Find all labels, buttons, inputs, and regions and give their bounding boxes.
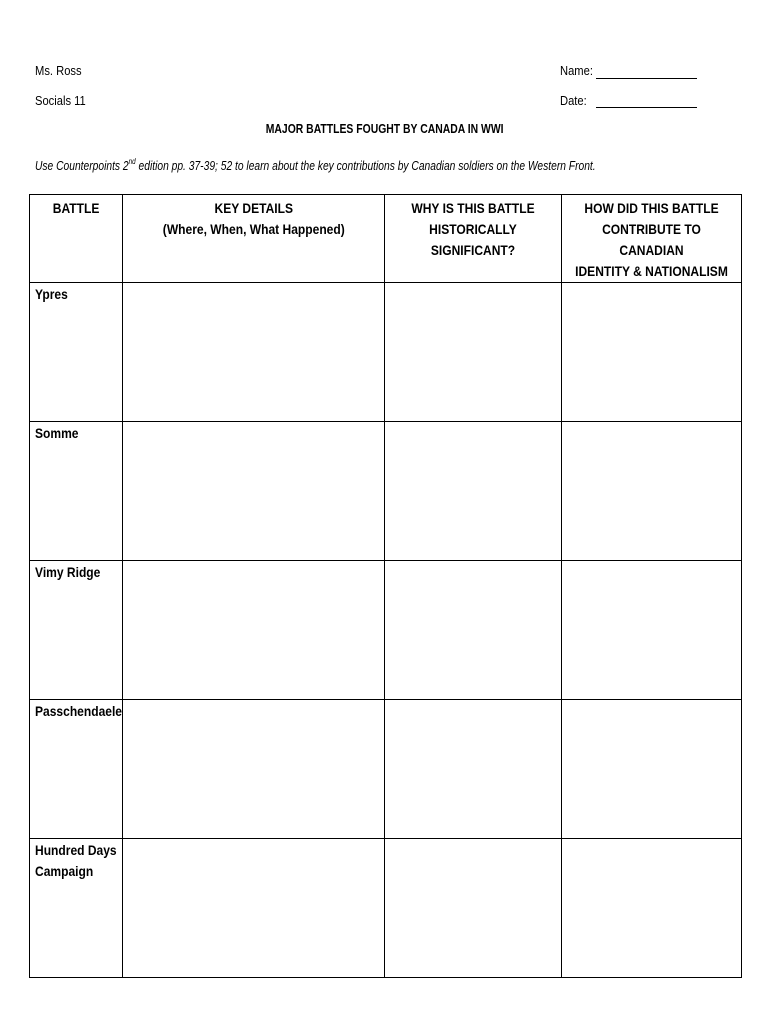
battle-name-cell	[30, 283, 123, 422]
battle-name: Somme	[35, 425, 79, 441]
instructions-superscript: nd	[128, 157, 136, 166]
significance-cell[interactable]	[385, 283, 562, 422]
identity-cell[interactable]	[562, 283, 742, 422]
column-header-line: HISTORICALLY SIGNIFICANT?	[429, 221, 517, 258]
column-header-battle	[30, 195, 123, 283]
battle-name-cell	[30, 422, 123, 561]
column-header-line: HOW DID THIS BATTLE	[584, 200, 719, 216]
column-header-line: KEY DETAILS	[214, 200, 293, 216]
page-title-text: MAJOR BATTLES FOUGHT BY CANADA IN WWI	[266, 121, 504, 136]
battles-table	[29, 194, 742, 978]
identity-cell[interactable]	[562, 422, 742, 561]
column-header-line: (Where, When, What Happened)	[162, 221, 345, 237]
identity-cell[interactable]	[562, 561, 742, 700]
column-header-line: IDENTITY & NATIONALISM	[575, 263, 728, 279]
identity-cell[interactable]	[562, 839, 742, 978]
battle-name: Ypres	[35, 286, 68, 302]
table-row	[30, 700, 742, 839]
significance-cell[interactable]	[385, 422, 562, 561]
page-title	[0, 121, 770, 136]
table-row	[30, 422, 742, 561]
column-header-key-details	[123, 195, 385, 283]
name-label: Name:	[560, 63, 593, 78]
battle-name: Passchendaele	[35, 703, 123, 719]
battle-name-cell	[30, 839, 123, 978]
identity-cell[interactable]	[562, 700, 742, 839]
column-header-line: CONTRIBUTE TO CANADIAN	[602, 221, 701, 258]
significance-cell[interactable]	[385, 700, 562, 839]
column-header-line: BATTLE	[52, 200, 100, 216]
battle-name-cell	[30, 561, 123, 700]
battle-name-cell	[30, 700, 123, 839]
column-header-significance	[385, 195, 562, 283]
key-details-cell[interactable]	[123, 561, 385, 700]
instructions	[35, 158, 596, 173]
instructions-text-b: edition pp. 37-39; 52 to learn about the key contributions by Canadian soldiers on the Western Front.	[135, 158, 596, 173]
name-field	[560, 63, 598, 78]
significance-cell[interactable]	[385, 561, 562, 700]
battle-name-line2: Campaign	[35, 863, 94, 879]
table-row	[30, 561, 742, 700]
date-label: Date:	[560, 93, 587, 108]
date-blank-line	[596, 107, 697, 108]
battle-name: Hundred Days	[35, 842, 117, 858]
name-blank-line	[596, 78, 697, 79]
table-row	[30, 839, 742, 978]
date-field	[560, 93, 591, 108]
key-details-cell[interactable]	[123, 839, 385, 978]
instructions-text-a: Use Counterpoints 2	[35, 158, 129, 173]
key-details-cell[interactable]	[123, 422, 385, 561]
course-name: Socials 11	[35, 93, 86, 108]
key-details-cell[interactable]	[123, 700, 385, 839]
table-row	[30, 283, 742, 422]
column-header-identity	[562, 195, 742, 283]
key-details-cell[interactable]	[123, 283, 385, 422]
significance-cell[interactable]	[385, 839, 562, 978]
column-header-line: WHY IS THIS BATTLE	[411, 200, 535, 216]
battle-name: Vimy Ridge	[35, 564, 101, 580]
table-header-row	[30, 195, 742, 283]
teacher-name: Ms. Ross	[35, 63, 82, 78]
